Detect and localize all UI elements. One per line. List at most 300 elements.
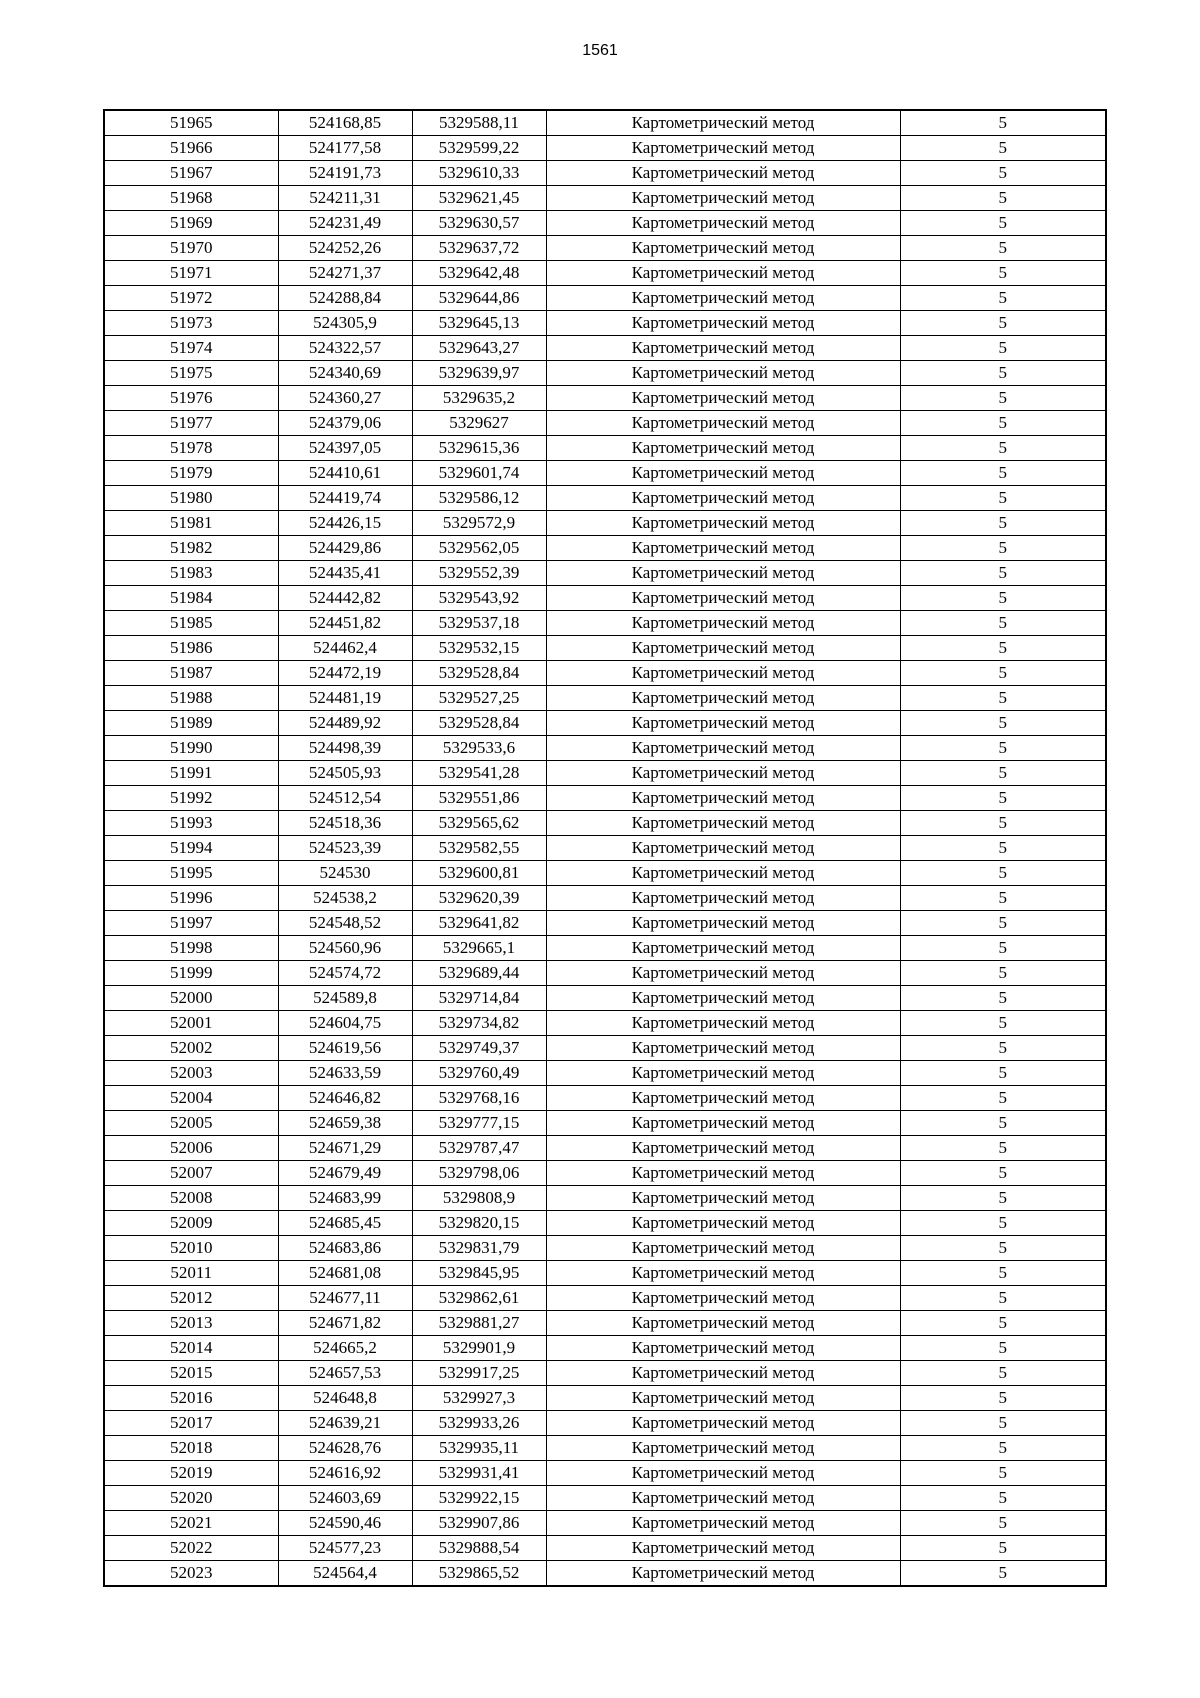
accuracy-cell: 5 [900,936,1106,961]
accuracy-cell: 5 [900,711,1106,736]
x-coordinate-cell: 524305,9 [278,311,412,336]
point-number-cell: 52001 [104,1011,278,1036]
point-number-cell: 51997 [104,911,278,936]
table-row [104,386,1106,411]
point-number-cell: 51991 [104,761,278,786]
x-coordinate-cell: 524574,72 [278,961,412,986]
x-coordinate-cell: 524671,82 [278,1311,412,1336]
point-number-cell: 51971 [104,261,278,286]
method-cell: Картометрический метод [546,1386,900,1411]
point-number-cell: 51969 [104,211,278,236]
x-coordinate-cell: 524322,57 [278,336,412,361]
method-cell: Картометрический метод [546,911,900,936]
accuracy-cell: 5 [900,386,1106,411]
accuracy-cell: 5 [900,1361,1106,1386]
accuracy-cell: 5 [900,661,1106,686]
y-coordinate-cell: 5329630,57 [412,211,546,236]
method-cell: Картометрический метод [546,1086,900,1111]
accuracy-cell: 5 [900,1561,1106,1587]
y-coordinate-cell: 5329862,61 [412,1286,546,1311]
x-coordinate-cell: 524419,74 [278,486,412,511]
method-cell: Картометрический метод [546,386,900,411]
y-coordinate-cell: 5329601,74 [412,461,546,486]
accuracy-cell: 5 [900,861,1106,886]
y-coordinate-cell: 5329768,16 [412,1086,546,1111]
accuracy-cell: 5 [900,161,1106,186]
y-coordinate-cell: 5329635,2 [412,386,546,411]
accuracy-cell: 5 [900,986,1106,1011]
method-cell: Картометрический метод [546,1261,900,1286]
method-cell: Картометрический метод [546,1561,900,1587]
accuracy-cell: 5 [900,1436,1106,1461]
x-coordinate-cell: 524628,76 [278,1436,412,1461]
point-number-cell: 51998 [104,936,278,961]
x-coordinate-cell: 524633,59 [278,1061,412,1086]
method-cell: Картометрический метод [546,311,900,336]
table-row [104,611,1106,636]
x-coordinate-cell: 524679,49 [278,1161,412,1186]
accuracy-cell: 5 [900,236,1106,261]
point-number-cell: 51989 [104,711,278,736]
method-cell: Картометрический метод [546,636,900,661]
table-row [104,586,1106,611]
accuracy-cell: 5 [900,536,1106,561]
method-cell: Картометрический метод [546,1111,900,1136]
y-coordinate-cell: 5329599,22 [412,136,546,161]
x-coordinate-cell: 524498,39 [278,736,412,761]
y-coordinate-cell: 5329551,86 [412,786,546,811]
x-coordinate-cell: 524442,82 [278,586,412,611]
y-coordinate-cell: 5329749,37 [412,1036,546,1061]
table-row [104,1461,1106,1486]
table-row [104,561,1106,586]
table-row [104,186,1106,211]
method-cell: Картометрический метод [546,336,900,361]
method-cell: Картометрический метод [546,411,900,436]
accuracy-cell: 5 [900,1461,1106,1486]
y-coordinate-cell: 5329798,06 [412,1161,546,1186]
x-coordinate-cell: 524671,29 [278,1136,412,1161]
method-cell: Картометрический метод [546,1361,900,1386]
method-cell: Картометрический метод [546,236,900,261]
method-cell: Картометрический метод [546,986,900,1011]
x-coordinate-cell: 524681,08 [278,1261,412,1286]
accuracy-cell: 5 [900,586,1106,611]
accuracy-cell: 5 [900,1236,1106,1261]
y-coordinate-cell: 5329901,9 [412,1336,546,1361]
table-row [104,1111,1106,1136]
accuracy-cell: 5 [900,611,1106,636]
accuracy-cell: 5 [900,211,1106,236]
table-row [104,911,1106,936]
point-number-cell: 52013 [104,1311,278,1336]
y-coordinate-cell: 5329600,81 [412,861,546,886]
table-row [104,961,1106,986]
method-cell: Картометрический метод [546,361,900,386]
x-coordinate-cell: 524340,69 [278,361,412,386]
method-cell: Картометрический метод [546,786,900,811]
x-coordinate-cell: 524530 [278,861,412,886]
point-number-cell: 51979 [104,461,278,486]
method-cell: Картометрический метод [546,186,900,211]
table-row [104,1561,1106,1587]
point-number-cell: 52008 [104,1186,278,1211]
x-coordinate-cell: 524683,86 [278,1236,412,1261]
point-number-cell: 52004 [104,1086,278,1111]
point-number-cell: 51999 [104,961,278,986]
point-number-cell: 51981 [104,511,278,536]
table-row [104,1161,1106,1186]
table-row [104,786,1106,811]
point-number-cell: 51974 [104,336,278,361]
accuracy-cell: 5 [900,1136,1106,1161]
x-coordinate-cell: 524677,11 [278,1286,412,1311]
x-coordinate-cell: 524657,53 [278,1361,412,1386]
y-coordinate-cell: 5329760,49 [412,1061,546,1086]
y-coordinate-cell: 5329734,82 [412,1011,546,1036]
table-row [104,1011,1106,1036]
accuracy-cell: 5 [900,1336,1106,1361]
table-row [104,1061,1106,1086]
method-cell: Картометрический метод [546,861,900,886]
point-number-cell: 52019 [104,1461,278,1486]
accuracy-cell: 5 [900,261,1106,286]
method-cell: Картометрический метод [546,1286,900,1311]
x-coordinate-cell: 524168,85 [278,110,412,136]
point-number-cell: 52012 [104,1286,278,1311]
table-row [104,211,1106,236]
table-row [104,1411,1106,1436]
point-number-cell: 52014 [104,1336,278,1361]
y-coordinate-cell: 5329537,18 [412,611,546,636]
method-cell: Картометрический метод [546,561,900,586]
table-row [104,1236,1106,1261]
y-coordinate-cell: 5329615,36 [412,436,546,461]
accuracy-cell: 5 [900,486,1106,511]
x-coordinate-cell: 524646,82 [278,1086,412,1111]
x-coordinate-cell: 524288,84 [278,286,412,311]
table-row [104,636,1106,661]
accuracy-cell: 5 [900,811,1106,836]
y-coordinate-cell: 5329552,39 [412,561,546,586]
accuracy-cell: 5 [900,1011,1106,1036]
table-row [104,1486,1106,1511]
table-row [104,1311,1106,1336]
point-number-cell: 51965 [104,110,278,136]
method-cell: Картометрический метод [546,886,900,911]
point-number-cell: 52002 [104,1036,278,1061]
y-coordinate-cell: 5329665,1 [412,936,546,961]
y-coordinate-cell: 5329621,45 [412,186,546,211]
x-coordinate-cell: 524252,26 [278,236,412,261]
table-row [104,936,1106,961]
x-coordinate-cell: 524577,23 [278,1536,412,1561]
accuracy-cell: 5 [900,736,1106,761]
method-cell: Картометрический метод [546,1211,900,1236]
point-number-cell: 52016 [104,1386,278,1411]
x-coordinate-cell: 524659,38 [278,1111,412,1136]
method-cell: Картометрический метод [546,136,900,161]
method-cell: Картометрический метод [546,761,900,786]
accuracy-cell: 5 [900,1036,1106,1061]
x-coordinate-cell: 524451,82 [278,611,412,636]
point-number-cell: 51992 [104,786,278,811]
accuracy-cell: 5 [900,511,1106,536]
table-row [104,736,1106,761]
point-number-cell: 51982 [104,536,278,561]
point-number-cell: 51988 [104,686,278,711]
y-coordinate-cell: 5329933,26 [412,1411,546,1436]
accuracy-cell: 5 [900,1286,1106,1311]
point-number-cell: 52022 [104,1536,278,1561]
y-coordinate-cell: 5329917,25 [412,1361,546,1386]
x-coordinate-cell: 524564,4 [278,1561,412,1587]
accuracy-cell: 5 [900,1261,1106,1286]
accuracy-cell: 5 [900,1186,1106,1211]
point-number-cell: 51984 [104,586,278,611]
point-number-cell: 52010 [104,1236,278,1261]
table-row [104,861,1106,886]
method-cell: Картометрический метод [546,1011,900,1036]
point-number-cell: 51986 [104,636,278,661]
x-coordinate-cell: 524435,41 [278,561,412,586]
x-coordinate-cell: 524489,92 [278,711,412,736]
x-coordinate-cell: 524523,39 [278,836,412,861]
x-coordinate-cell: 524426,15 [278,511,412,536]
y-coordinate-cell: 5329641,82 [412,911,546,936]
x-coordinate-cell: 524379,06 [278,411,412,436]
accuracy-cell: 5 [900,1111,1106,1136]
table-row [104,661,1106,686]
table-row [104,411,1106,436]
y-coordinate-cell: 5329639,97 [412,361,546,386]
x-coordinate-cell: 524518,36 [278,811,412,836]
point-number-cell: 51977 [104,411,278,436]
method-cell: Картометрический метод [546,110,900,136]
method-cell: Картометрический метод [546,1461,900,1486]
method-cell: Картометрический метод [546,1036,900,1061]
point-number-cell: 52018 [104,1436,278,1461]
method-cell: Картометрический метод [546,836,900,861]
accuracy-cell: 5 [900,636,1106,661]
table-row [104,886,1106,911]
y-coordinate-cell: 5329532,15 [412,636,546,661]
x-coordinate-cell: 524410,61 [278,461,412,486]
y-coordinate-cell: 5329787,47 [412,1136,546,1161]
table-body [104,110,1106,1586]
point-number-cell: 52005 [104,1111,278,1136]
y-coordinate-cell: 5329907,86 [412,1511,546,1536]
y-coordinate-cell: 5329777,15 [412,1111,546,1136]
accuracy-cell: 5 [900,311,1106,336]
x-coordinate-cell: 524590,46 [278,1511,412,1536]
y-coordinate-cell: 5329808,9 [412,1186,546,1211]
method-cell: Картометрический метод [546,1236,900,1261]
table-row [104,1336,1106,1361]
y-coordinate-cell: 5329927,3 [412,1386,546,1411]
x-coordinate-cell: 524685,45 [278,1211,412,1236]
method-cell: Картометрический метод [546,1411,900,1436]
method-cell: Картометрический метод [546,436,900,461]
accuracy-cell: 5 [900,1511,1106,1536]
table-row [104,1361,1106,1386]
accuracy-cell: 5 [900,1386,1106,1411]
x-coordinate-cell: 524683,99 [278,1186,412,1211]
point-number-cell: 51967 [104,161,278,186]
accuracy-cell: 5 [900,1486,1106,1511]
y-coordinate-cell: 5329637,72 [412,236,546,261]
y-coordinate-cell: 5329588,11 [412,110,546,136]
accuracy-cell: 5 [900,411,1106,436]
y-coordinate-cell: 5329642,48 [412,261,546,286]
method-cell: Картометрический метод [546,486,900,511]
method-cell: Картометрический метод [546,211,900,236]
x-coordinate-cell: 524639,21 [278,1411,412,1436]
point-number-cell: 51972 [104,286,278,311]
accuracy-cell: 5 [900,761,1106,786]
table-row [104,486,1106,511]
point-number-cell: 52011 [104,1261,278,1286]
point-number-cell: 52007 [104,1161,278,1186]
x-coordinate-cell: 524191,73 [278,161,412,186]
y-coordinate-cell: 5329645,13 [412,311,546,336]
table-row [104,811,1106,836]
x-coordinate-cell: 524603,69 [278,1486,412,1511]
y-coordinate-cell: 5329610,33 [412,161,546,186]
point-number-cell: 51973 [104,311,278,336]
method-cell: Картометрический метод [546,1436,900,1461]
table-row [104,161,1106,186]
table-row [104,1386,1106,1411]
table-row [104,1211,1106,1236]
accuracy-cell: 5 [900,186,1106,211]
table-row [104,336,1106,361]
y-coordinate-cell: 5329562,05 [412,536,546,561]
point-number-cell: 51983 [104,561,278,586]
table-row [104,1436,1106,1461]
table-row [104,836,1106,861]
y-coordinate-cell: 5329620,39 [412,886,546,911]
y-coordinate-cell: 5329644,86 [412,286,546,311]
point-number-cell: 51966 [104,136,278,161]
point-number-cell: 51995 [104,861,278,886]
method-cell: Картометрический метод [546,811,900,836]
x-coordinate-cell: 524429,86 [278,536,412,561]
y-coordinate-cell: 5329543,92 [412,586,546,611]
point-number-cell: 51968 [104,186,278,211]
x-coordinate-cell: 524512,54 [278,786,412,811]
y-coordinate-cell: 5329586,12 [412,486,546,511]
x-coordinate-cell: 524505,93 [278,761,412,786]
x-coordinate-cell: 524616,92 [278,1461,412,1486]
point-number-cell: 52023 [104,1561,278,1587]
accuracy-cell: 5 [900,1536,1106,1561]
accuracy-cell: 5 [900,336,1106,361]
accuracy-cell: 5 [900,686,1106,711]
x-coordinate-cell: 524271,37 [278,261,412,286]
x-coordinate-cell: 524177,58 [278,136,412,161]
method-cell: Картометрический метод [546,161,900,186]
method-cell: Картометрический метод [546,1486,900,1511]
table-row [104,461,1106,486]
point-number-cell: 52009 [104,1211,278,1236]
table-row [104,711,1106,736]
method-cell: Картометрический метод [546,1061,900,1086]
table-row [104,286,1106,311]
accuracy-cell: 5 [900,1061,1106,1086]
method-cell: Картометрический метод [546,686,900,711]
point-number-cell: 52000 [104,986,278,1011]
y-coordinate-cell: 5329572,9 [412,511,546,536]
table-row [104,1286,1106,1311]
x-coordinate-cell: 524619,56 [278,1036,412,1061]
point-number-cell: 52017 [104,1411,278,1436]
method-cell: Картометрический метод [546,1311,900,1336]
table-row [104,136,1106,161]
method-cell: Картометрический метод [546,961,900,986]
method-cell: Картометрический метод [546,536,900,561]
method-cell: Картометрический метод [546,286,900,311]
point-number-cell: 51980 [104,486,278,511]
table-row [104,361,1106,386]
coordinates-table [103,109,1107,1587]
point-number-cell: 51996 [104,886,278,911]
point-number-cell: 51985 [104,611,278,636]
accuracy-cell: 5 [900,361,1106,386]
table-row [104,236,1106,261]
y-coordinate-cell: 5329533,6 [412,736,546,761]
table-row [104,1086,1106,1111]
x-coordinate-cell: 524397,05 [278,436,412,461]
accuracy-cell: 5 [900,911,1106,936]
table-row [104,686,1106,711]
accuracy-cell: 5 [900,561,1106,586]
table-row [104,536,1106,561]
accuracy-cell: 5 [900,461,1106,486]
accuracy-cell: 5 [900,1311,1106,1336]
method-cell: Картометрический метод [546,711,900,736]
x-coordinate-cell: 524560,96 [278,936,412,961]
method-cell: Картометрический метод [546,1336,900,1361]
table-row [104,1136,1106,1161]
y-coordinate-cell: 5329627 [412,411,546,436]
point-number-cell: 52020 [104,1486,278,1511]
y-coordinate-cell: 5329714,84 [412,986,546,1011]
y-coordinate-cell: 5329643,27 [412,336,546,361]
x-coordinate-cell: 524211,31 [278,186,412,211]
y-coordinate-cell: 5329582,55 [412,836,546,861]
method-cell: Картометрический метод [546,1136,900,1161]
y-coordinate-cell: 5329845,95 [412,1261,546,1286]
page-number: 1561 [582,42,618,59]
point-number-cell: 51978 [104,436,278,461]
y-coordinate-cell: 5329888,54 [412,1536,546,1561]
y-coordinate-cell: 5329881,27 [412,1311,546,1336]
table-row [104,1261,1106,1286]
table-row [104,1536,1106,1561]
x-coordinate-cell: 524472,19 [278,661,412,686]
accuracy-cell: 5 [900,1086,1106,1111]
table-row [104,986,1106,1011]
method-cell: Картометрический метод [546,661,900,686]
point-number-cell: 51976 [104,386,278,411]
point-number-cell: 51990 [104,736,278,761]
point-number-cell: 52003 [104,1061,278,1086]
table-row [104,261,1106,286]
y-coordinate-cell: 5329565,62 [412,811,546,836]
y-coordinate-cell: 5329527,25 [412,686,546,711]
table-row [104,1186,1106,1211]
